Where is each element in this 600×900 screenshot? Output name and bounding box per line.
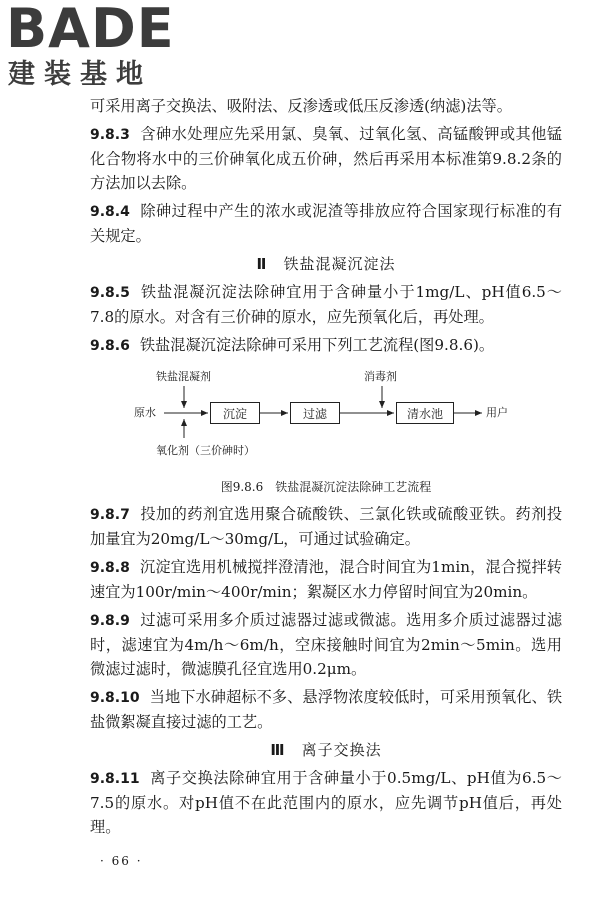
clause-number: 9.8.4 (90, 204, 130, 220)
clause-9-8-11 (90, 766, 562, 839)
clause-text: 过滤可采用多介质过滤器过滤或微滤。选用多介质过滤器过滤时，滤速宜为4m/h～6m/h，空床接触时间宜为2min～5min。选用微滤过滤时，微滤膜孔径宜选用0.2μm。 (90, 611, 562, 678)
figure-caption: 图9.8.6 铁盐混凝沉淀法除砷工艺流程 (220, 480, 432, 494)
user-label: 用户 (486, 406, 508, 419)
clause-number: 9.8.9 (90, 613, 130, 629)
clause-text: 除砷过程中产生的浓水或泥渣等排放应符合国家现行标准的有关规定。 (90, 202, 562, 245)
section-heading-3 (90, 738, 562, 762)
document-body (90, 94, 562, 843)
clause-number: 9.8.6 (90, 338, 130, 354)
oxidant-label: 氧化剂（三价砷时） (156, 444, 255, 457)
clause-text: 当地下水砷超标不多、悬浮物浓度较低时，可采用预氧化、铁盐微絮凝直接过滤的工艺。 (90, 688, 562, 731)
sedimentation-box: 沉淀 (210, 402, 260, 424)
clause-number: 9.8.3 (90, 127, 130, 143)
clause-9-8-9 (90, 608, 562, 681)
clause-number: 9.8.8 (90, 560, 130, 576)
raw-water-label: 原水 (134, 406, 156, 419)
clause-9-8-7 (90, 502, 562, 551)
clause-9-8-5 (90, 280, 562, 329)
clause-number: 9.8.10 (90, 690, 140, 706)
clause-9-8-3 (90, 122, 562, 195)
section-title: 离子交换法 (301, 741, 382, 759)
coagulant-label: 铁盐混凝剂 (156, 370, 211, 383)
clause-number: 9.8.5 (90, 285, 130, 301)
page-number: · 66 · (100, 854, 143, 868)
clause-text: 铁盐混凝沉淀法除砷宜用于含砷量小于1mg/L、pH值6.5～7.8的原水。对含有三价砷的原水，应先预氧化后，再处理。 (90, 283, 562, 326)
filtration-box: 过滤 (290, 402, 340, 424)
logo-subtitle: 建装基地 (8, 59, 152, 90)
clause-number: 9.8.11 (90, 771, 140, 787)
clause-text: 沉淀宜选用机械搅拌澄清池，混合时间宜为1min，混合搅拌转速宜为100r/min～400r/min；絮凝区水力停留时间宜为20min。 (90, 558, 562, 601)
process-flow-diagram (90, 364, 562, 472)
section-heading-2 (90, 252, 562, 276)
brand-logo (6, 2, 196, 100)
clause-text: 铁盐混凝沉淀法除砷可采用下列工艺流程(图9.8.6)。 (139, 336, 495, 354)
paragraph-continuation: 可采用离子交换法、吸附法、反渗透或低压反渗透(纳滤)法等。 (90, 97, 512, 115)
section-numeral: Ⅱ (256, 255, 268, 273)
clause-text: 含砷水处理应先采用氯、臭氧、过氧化氢、高锰酸钾或其他锰化合物将水中的三价砷氧化成五价砷，然后再采用本标准第9.8.2条的方法加以去除。 (90, 125, 562, 192)
clause-9-8-6 (90, 333, 562, 358)
section-title: 铁盐混凝沉淀法 (283, 255, 396, 273)
clause-text: 离子交换法除砷宜用于含砷量小于0.5mg/L、pH值为6.5～7.5的原水。对pH值不在此范围内的原水，应先调节pH值后，再处理。 (90, 769, 562, 836)
section-numeral: Ⅲ (270, 741, 286, 759)
clause-9-8-4 (90, 199, 562, 248)
clear-water-tank-box: 清水池 (396, 402, 454, 424)
clause-9-8-8 (90, 555, 562, 604)
clause-text: 投加的药剂宜选用聚合硫酸铁、三氯化铁或硫酸亚铁。药剂投加量宜为20mg/L～30mg/L，可通过试验确定。 (90, 505, 562, 548)
clause-number: 9.8.7 (90, 507, 130, 523)
logo-brand-text: BADE (6, 0, 175, 60)
disinfectant-label: 消毒剂 (364, 370, 397, 383)
clause-9-8-10 (90, 685, 562, 734)
